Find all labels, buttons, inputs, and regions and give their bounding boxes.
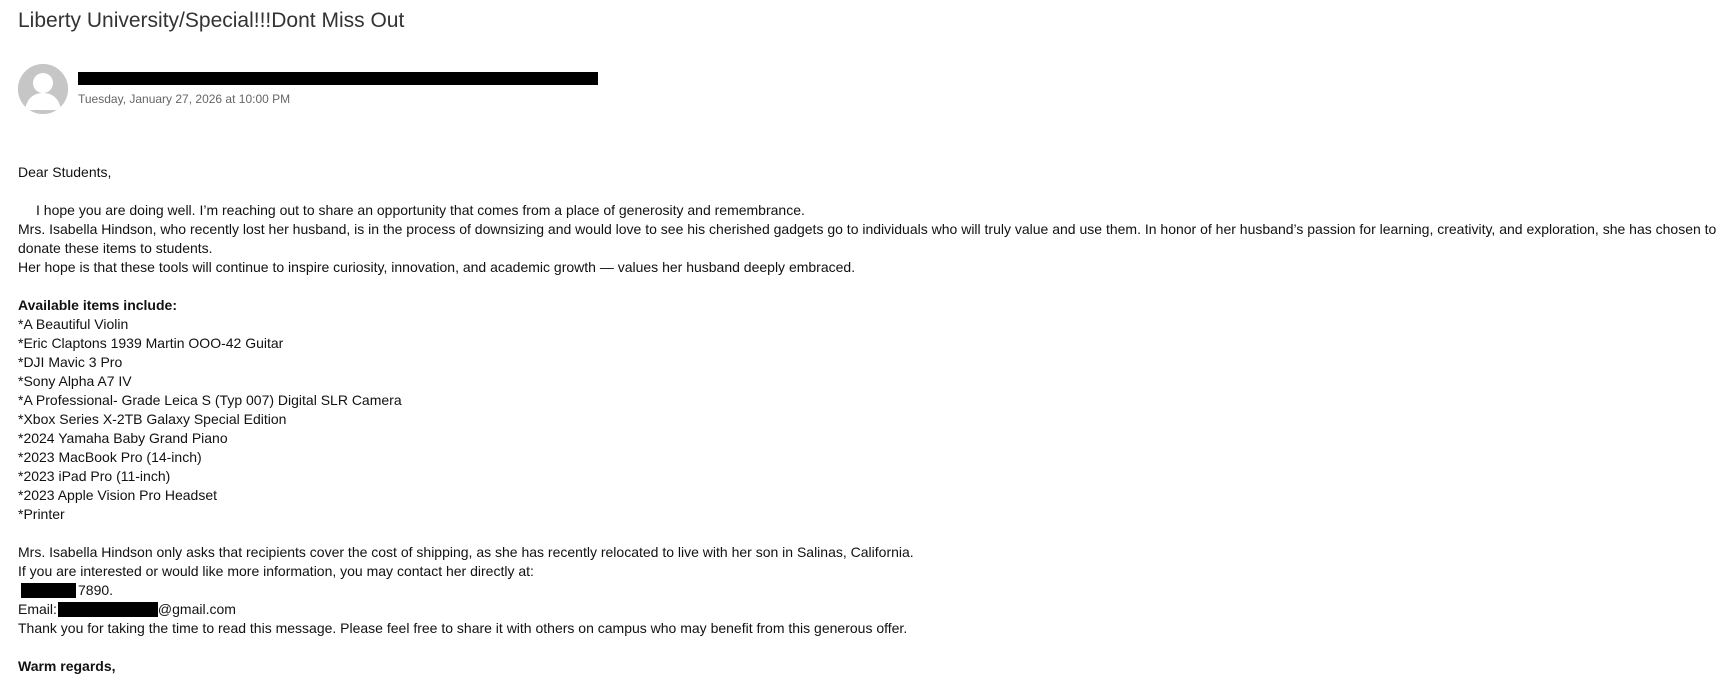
- items-heading: Available items include:: [18, 297, 177, 313]
- phone-line: [18, 581, 1731, 600]
- email-label: Email:: [18, 601, 57, 617]
- email-line: [18, 600, 1731, 619]
- avatar: [18, 64, 68, 114]
- list-item: *2023 MacBook Pro (14-inch): [18, 449, 202, 465]
- list-item: *A Professional- Grade Leica S (Typ 007) Digital SLR Camera: [18, 392, 402, 408]
- sender-redacted: [78, 72, 598, 85]
- email-redacted: [58, 602, 158, 617]
- phone-redacted: [21, 583, 76, 598]
- email-body: [18, 163, 1731, 676]
- list-item: *2024 Yamaha Baby Grand Piano: [18, 430, 228, 446]
- paragraph-hope: Her hope is that these tools will continue to inspire curiosity, innovation, and academic growth — values her husband deeply embraced.: [18, 259, 856, 275]
- spacer: [18, 277, 1731, 296]
- list-item: *A Beautiful Violin: [18, 316, 129, 332]
- email-subject: Liberty University/Special!!!Dont Miss Out: [18, 9, 405, 32]
- items-list: [18, 315, 1731, 524]
- signoff: Warm regards,: [18, 658, 116, 674]
- list-item: *2023 iPad Pro (11-inch): [18, 468, 171, 484]
- list-item: *DJI Mavic 3 Pro: [18, 354, 123, 370]
- list-item: *Eric Claptons 1939 Martin OOO-42 Guitar: [18, 335, 284, 351]
- email-timestamp: Tuesday, January 27, 2026 at 10:00 PM: [78, 92, 291, 106]
- list-item: *Printer: [18, 506, 65, 522]
- spacer: [18, 182, 1731, 201]
- email-header: [18, 64, 718, 116]
- thanks-text: Thank you for taking the time to read this message. Please feel free to share it with others on campus who may benefit from this generous offer.: [18, 620, 908, 636]
- phone-suffix: 7890.: [78, 582, 114, 598]
- spacer: [18, 638, 1731, 657]
- greeting: Dear Students,: [18, 164, 112, 180]
- list-item: *Xbox Series X-2TB Galaxy Special Edition: [18, 411, 287, 427]
- email-suffix: @gmail.com: [157, 601, 236, 617]
- spacer: [18, 524, 1731, 543]
- default-avatar-icon: [18, 64, 68, 114]
- paragraph-intro: I hope you are doing well. I’m reaching out to share an opportunity that comes from a place of generosity and remembrance.: [36, 202, 805, 218]
- paragraph-donation: Mrs. Isabella Hindson, who recently lost her husband, is in the process of downsizing and would love to see his cherished gadgets go to individuals who will truly value and use them. In honor of her husband’s passion for learning, creativity, and exploration, she has chosen to donate these items to students.: [18, 221, 1717, 256]
- shipping-text: Mrs. Isabella Hindson only asks that recipients cover the cost of shipping, as she has recently relocated to live with her son in Salinas, California.: [18, 544, 914, 560]
- list-item: *2023 Apple Vision Pro Headset: [18, 487, 217, 503]
- list-item: *Sony Alpha A7 IV: [18, 373, 132, 389]
- contact-intro: If you are interested or would like more information, you may contact her directly at:: [18, 563, 534, 579]
